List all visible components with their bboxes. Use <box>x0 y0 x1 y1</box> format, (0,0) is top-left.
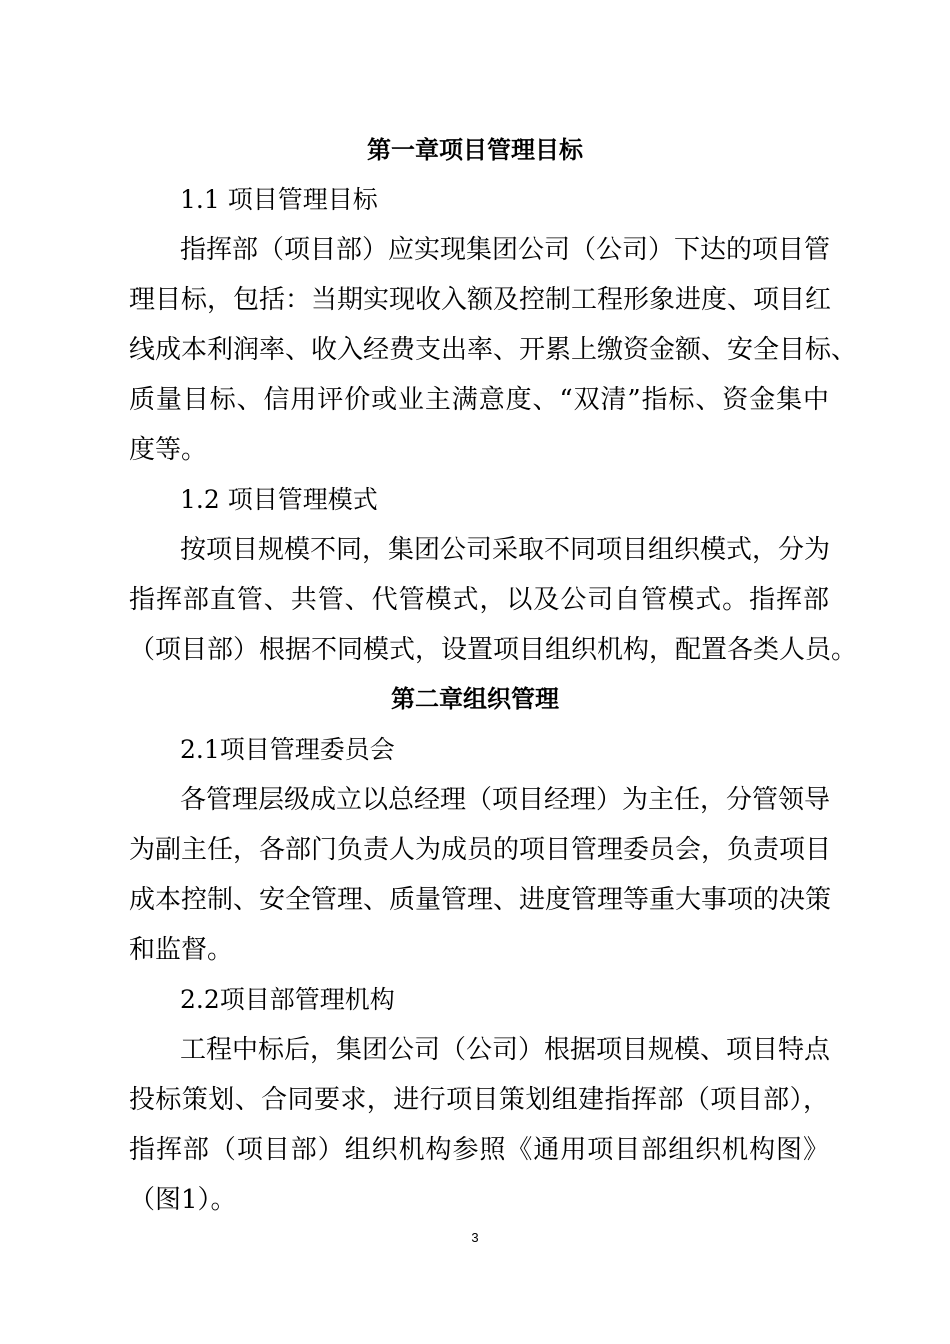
paragraph-line: 指挥部（项目部）应实现集团公司（公司）下达的项目管 <box>180 235 831 265</box>
page-number: 3 <box>471 1230 479 1245</box>
paragraph-line: 工程中标后，集团公司（公司）根据项目规模、项目特点 <box>180 1035 831 1065</box>
paragraph-line: 度等。 <box>129 435 208 465</box>
section-2-1-heading: 2.1项目管理委员会 <box>180 735 395 764</box>
paragraph-line: （项目部）根据不同模式，设置项目组织机构，配置各类人员。 <box>129 635 858 665</box>
paragraph-line: 和监督。 <box>129 935 234 965</box>
paragraph-line: 质量目标、信用评价或业主满意度、“双清”指标、资金集中 <box>129 385 829 415</box>
chapter1-title: 第一章项目管理目标 <box>367 136 583 164</box>
chapter2-title: 第二章组织管理 <box>391 685 559 713</box>
paragraph-line: 成本控制、安全管理、质量管理、进度管理等重大事项的决策 <box>129 885 832 915</box>
paragraph-line: 投标策划、合同要求，进行项目策划组建指挥部（项目部）， <box>129 1085 829 1115</box>
paragraph-line: 各管理层级成立以总经理（项目经理）为主任，分管领导 <box>180 785 831 815</box>
section-1-2-heading: 1.2 项目管理模式 <box>180 485 378 514</box>
paragraph-line: （图1）。 <box>129 1185 237 1215</box>
paragraph-line: 理目标，包括：当期实现收入额及控制工程形象进度、项目红 <box>129 285 832 315</box>
paragraph-line: 指挥部直管、共管、代管模式，以及公司自管模式。指挥部 <box>129 585 829 615</box>
paragraph-line: 为副主任，各部门负责人为成员的项目管理委员会，负责项目 <box>129 835 832 865</box>
paragraph-line: 按项目规模不同，集团公司采取不同项目组织模式，分为 <box>180 535 831 565</box>
section-1-1-heading: 1.1 项目管理目标 <box>180 185 378 214</box>
paragraph-line: 线成本利润率、收入经费支出率、开累上缴资金额、安全目标、 <box>129 335 858 365</box>
section-2-2-heading: 2.2项目部管理机构 <box>180 985 395 1014</box>
paragraph-line: 指挥部（项目部）组织机构参照《通用项目部组织机构图》 <box>129 1135 829 1165</box>
